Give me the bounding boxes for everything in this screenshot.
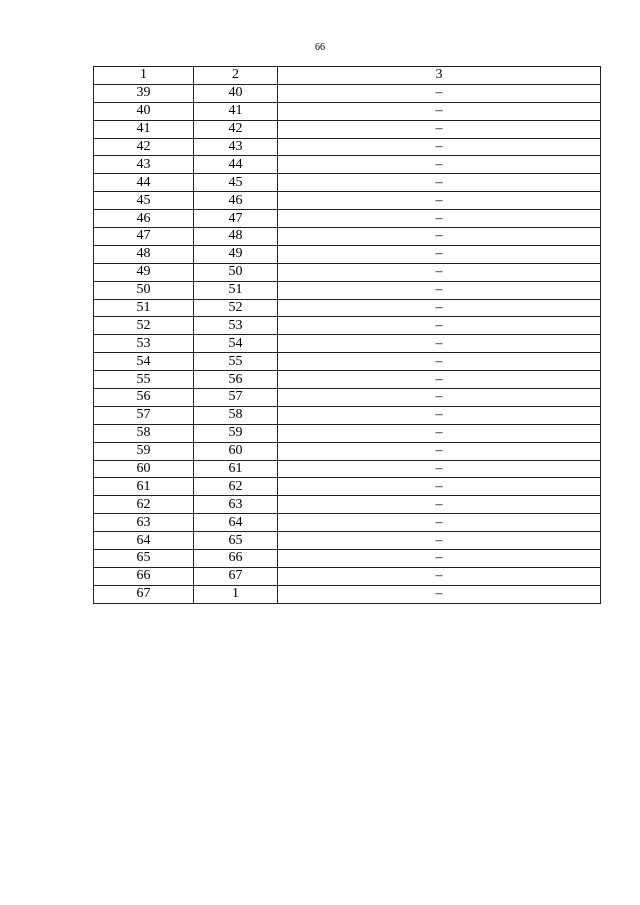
table-cell-col-3: – <box>278 317 601 335</box>
table-cell-col-3: – <box>278 299 601 317</box>
table-cell-col-1: 62 <box>94 496 194 514</box>
table-cell-col-2: 55 <box>194 353 278 371</box>
table-cell-col-1: 46 <box>94 210 194 228</box>
table-cell-col-3: – <box>278 496 601 514</box>
table-cell-col-3: – <box>278 532 601 550</box>
table-cell-col-1: 49 <box>94 263 194 281</box>
table-cell-col-1: 44 <box>94 174 194 192</box>
table-cell-col-2: 66 <box>194 550 278 568</box>
table-cell-col-3: – <box>278 174 601 192</box>
table-cell-col-2: 45 <box>194 174 278 192</box>
table-row <box>94 550 601 568</box>
table-cell-col-1: 48 <box>94 245 194 263</box>
table-cell-col-1: 54 <box>94 353 194 371</box>
table-cell-col-3: – <box>278 406 601 424</box>
table-row <box>94 263 601 281</box>
column-header-3: 3 <box>278 67 601 85</box>
table-row <box>94 102 601 120</box>
table-cell-col-1: 55 <box>94 371 194 389</box>
table-row <box>94 317 601 335</box>
table-cell-col-2: 56 <box>194 371 278 389</box>
table-cell-col-3: – <box>278 424 601 442</box>
table-cell-col-1: 61 <box>94 478 194 496</box>
table-cell-col-3: – <box>278 192 601 210</box>
table-row <box>94 567 601 585</box>
table-cell-col-1: 53 <box>94 335 194 353</box>
table-cell-col-3: – <box>278 585 601 603</box>
table-row <box>94 406 601 424</box>
table-cell-col-1: 59 <box>94 442 194 460</box>
column-header-1: 1 <box>94 67 194 85</box>
table-cell-col-3: – <box>278 102 601 120</box>
table-cell-col-3: – <box>278 442 601 460</box>
table-row <box>94 210 601 228</box>
table-row <box>94 245 601 263</box>
table-cell-col-2: 53 <box>194 317 278 335</box>
table-cell-col-1: 63 <box>94 514 194 532</box>
table-cell-col-2: 62 <box>194 478 278 496</box>
table-cell-col-3: – <box>278 210 601 228</box>
table-cell-col-2: 50 <box>194 263 278 281</box>
table-cell-col-3: – <box>278 263 601 281</box>
table-cell-col-2: 61 <box>194 460 278 478</box>
table-cell-col-1: 41 <box>94 120 194 138</box>
table-row <box>94 120 601 138</box>
table-cell-col-1: 64 <box>94 532 194 550</box>
table-row <box>94 532 601 550</box>
table-cell-col-2: 54 <box>194 335 278 353</box>
table-cell-col-2: 40 <box>194 84 278 102</box>
table-row <box>94 353 601 371</box>
table-cell-col-1: 66 <box>94 567 194 585</box>
table-cell-col-3: – <box>278 550 601 568</box>
table-row <box>94 299 601 317</box>
table-cell-col-1: 56 <box>94 389 194 407</box>
table-row <box>94 478 601 496</box>
table-cell-col-2: 47 <box>194 210 278 228</box>
table-cell-col-2: 57 <box>194 389 278 407</box>
table-cell-col-1: 45 <box>94 192 194 210</box>
table-row <box>94 228 601 246</box>
table-row <box>94 174 601 192</box>
table-row <box>94 389 601 407</box>
table-cell-col-3: – <box>278 156 601 174</box>
table-cell-col-2: 65 <box>194 532 278 550</box>
table-cell-col-2: 52 <box>194 299 278 317</box>
table-cell-col-1: 47 <box>94 228 194 246</box>
table-cell-col-3: – <box>278 353 601 371</box>
table-row <box>94 514 601 532</box>
table-cell-col-1: 50 <box>94 281 194 299</box>
table-cell-col-2: 48 <box>194 228 278 246</box>
table-cell-col-2: 60 <box>194 442 278 460</box>
table-row <box>94 371 601 389</box>
table-cell-col-1: 42 <box>94 138 194 156</box>
table-cell-col-2: 51 <box>194 281 278 299</box>
table-cell-col-2: 42 <box>194 120 278 138</box>
table-row <box>94 335 601 353</box>
table-cell-col-3: – <box>278 120 601 138</box>
table-cell-col-3: – <box>278 138 601 156</box>
table-cell-col-2: 67 <box>194 567 278 585</box>
table-cell-col-1: 40 <box>94 102 194 120</box>
table-cell-col-2: 41 <box>194 102 278 120</box>
table-cell-col-3: – <box>278 514 601 532</box>
table-cell-col-3: – <box>278 281 601 299</box>
table-row <box>94 496 601 514</box>
table-cell-col-1: 65 <box>94 550 194 568</box>
table-cell-col-2: 49 <box>194 245 278 263</box>
table-cell-col-3: – <box>278 228 601 246</box>
data-table <box>93 66 601 604</box>
table-cell-col-2: 64 <box>194 514 278 532</box>
table-cell-col-3: – <box>278 389 601 407</box>
table-cell-col-1: 67 <box>94 585 194 603</box>
table-body <box>94 84 601 603</box>
table-cell-col-3: – <box>278 371 601 389</box>
table-row <box>94 424 601 442</box>
table-header-row <box>94 67 601 85</box>
table-row <box>94 138 601 156</box>
table-cell-col-3: – <box>278 245 601 263</box>
table-row <box>94 192 601 210</box>
table-cell-col-1: 52 <box>94 317 194 335</box>
table-cell-col-2: 59 <box>194 424 278 442</box>
table-row <box>94 156 601 174</box>
table-cell-col-2: 44 <box>194 156 278 174</box>
table-cell-col-2: 43 <box>194 138 278 156</box>
table-cell-col-2: 1 <box>194 585 278 603</box>
table-cell-col-1: 60 <box>94 460 194 478</box>
table-cell-col-2: 63 <box>194 496 278 514</box>
column-header-2: 2 <box>194 67 278 85</box>
table-cell-col-3: – <box>278 460 601 478</box>
table-cell-col-1: 51 <box>94 299 194 317</box>
table-cell-col-1: 58 <box>94 424 194 442</box>
table-cell-col-3: – <box>278 478 601 496</box>
table-cell-col-1: 43 <box>94 156 194 174</box>
table-row <box>94 585 601 603</box>
table-row <box>94 84 601 102</box>
table-row <box>94 281 601 299</box>
table-cell-col-1: 57 <box>94 406 194 424</box>
page-number: 66 <box>315 42 325 53</box>
table-cell-col-3: – <box>278 84 601 102</box>
table-cell-col-3: – <box>278 335 601 353</box>
table-cell-col-1: 39 <box>94 84 194 102</box>
table-row <box>94 442 601 460</box>
table-cell-col-2: 58 <box>194 406 278 424</box>
table-row <box>94 460 601 478</box>
table-cell-col-2: 46 <box>194 192 278 210</box>
table-cell-col-3: – <box>278 567 601 585</box>
